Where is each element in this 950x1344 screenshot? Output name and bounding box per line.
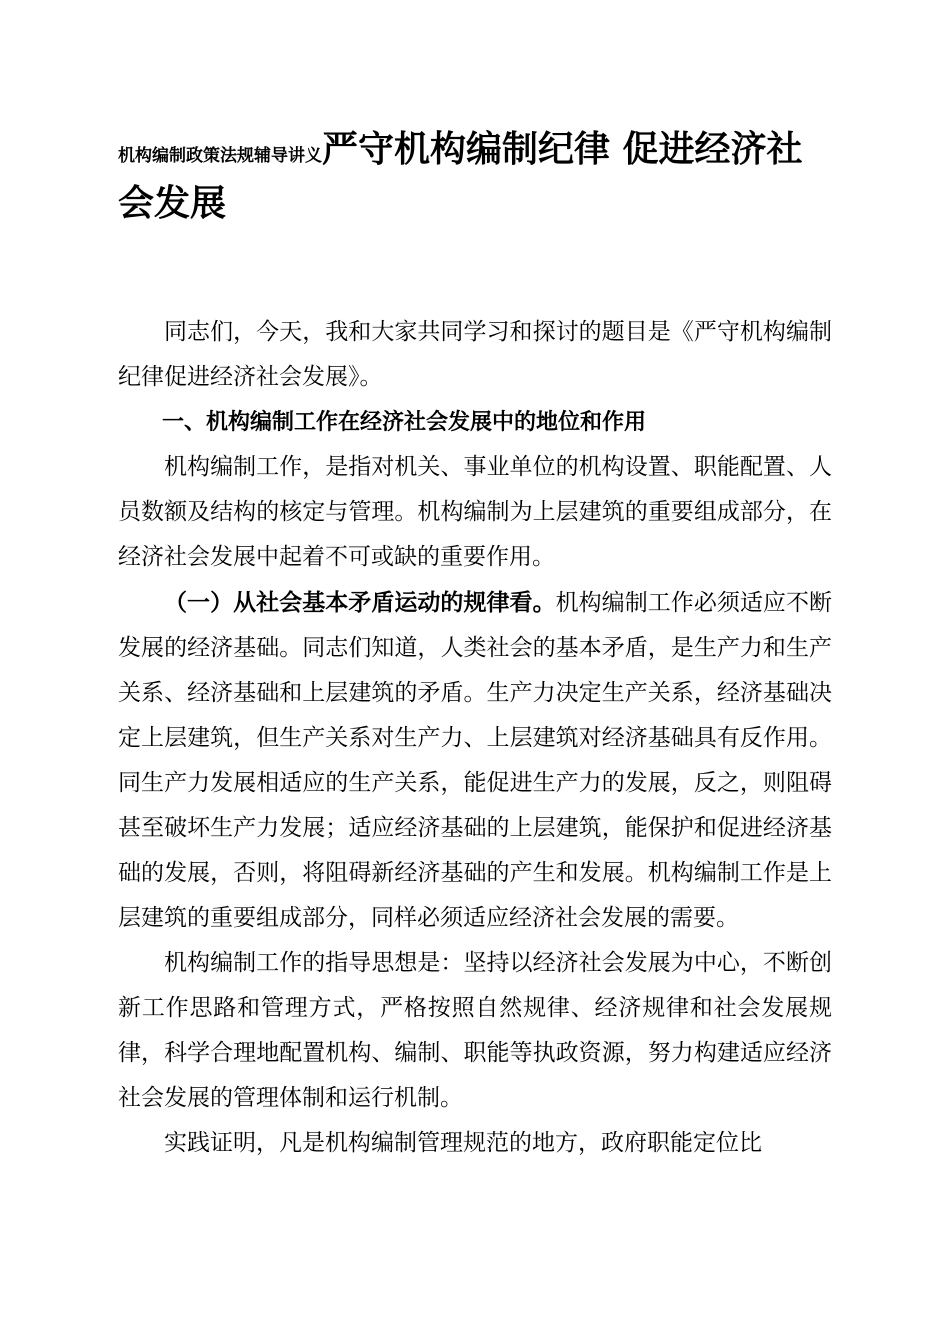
title-main: 严守机构编制纪律 促进经济社会发展 (118, 129, 803, 224)
document-title (118, 126, 838, 234)
guiding-paragraph: 机构编制工作的指导思想是：坚持以经济社会发展为中心，不断创新工作思路和管理方式，严格按照自然规律、经济规律和社会发展规律，科学合理地配置机构、编制、职能等执政资源，努力构建适应经济社会发展的管理体制和运行机制。 (118, 950, 832, 1111)
practice-paragraph: 实践证明，凡是机构编制管理规范的地方，政府职能定位比 (164, 1130, 762, 1156)
title-prefix: 机构编制政策法规辅导讲义 (118, 146, 322, 166)
intro-paragraph: 同志们，今天，我和大家共同学习和探讨的题目是《严守机构编制纪律促进经济社会发展》。 (118, 319, 832, 390)
document-body (118, 310, 832, 1166)
subsection-paragraph (118, 580, 832, 941)
subsection-text: 机构编制工作必须适应不断发展的经济基础。同志们知道，人类社会的基本矛盾，是生产力和生产关系、经济基础和上层建筑的矛盾。生产力决定生产关系，经济基础决定上层建筑，但生产关系对生产力、上层建筑对经济基础具有反作用。同生产力发展相适应的生产关系，能促进生产力的发展，反之，则阻碍甚至破坏生产力发展；适应经济基础的上层建筑，能保护和促进经济基础的发展，否则，将阻碍新经济基础的产生和发展。机构编制工作是上层建筑的重要组成部分，同样必须适应经济社会发展的需要。 (118, 590, 833, 931)
subsection-lead: （一）从社会基本矛盾运动的规律看。 (164, 589, 556, 616)
section-heading: 一、机构编制工作在经济社会发展中的地位和作用 (162, 410, 647, 435)
section-paragraph: 机构编制工作，是指对机关、事业单位的机构设置、职能配置、人员数额及结构的核定与管理。机构编制为上层建筑的重要组成部分，在经济社会发展中起着不可或缺的重要作用。 (118, 454, 832, 570)
